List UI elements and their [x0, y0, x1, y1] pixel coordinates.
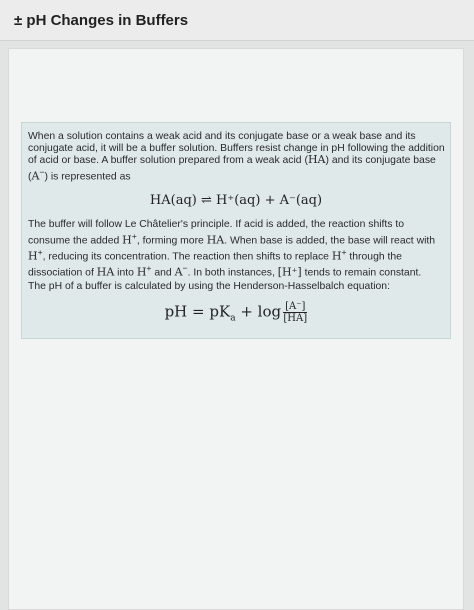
page-title: ± pH Changes in Buffers	[14, 12, 189, 29]
info-card	[21, 122, 451, 339]
equilibrium-equation: HA(aq) ⇌ H⁺(aq) + A⁻(aq)	[149, 193, 323, 208]
intro-paragraph: When a solution contains a weak acid and its conjugate base or a weak base and its conjugate acid, it will be a buffer solution. Buffers resist change in pH following the addition of acid or base. A buffer solution prepared from a weak acid (HA) and its conjugate base (A−) is represented as	[28, 131, 445, 183]
henderson-intro: The pH of a buffer is calculated by using the Henderson-Hasselbalch equation:	[28, 281, 390, 292]
le-chatelier-paragraph: The buffer will follow Le Châtelier's principle. If acid is added, the reaction shifts to consume the added H+, forming more HA. When base is added, the base will react with H+, reducing its concentration. The reaction then shifts to replace H+ through the dissociation of HA into H+ and A−. In both instances, [H⁺] tends to remain constant.	[28, 219, 436, 279]
log-fraction: $\frac{[A^-]}{[HA]}$	[283, 301, 308, 324]
page-header	[0, 0, 474, 41]
henderson-hasselbalch-equation: pH = $pK_a + \log$ $\frac{[A^-]}{[HA]}$	[164, 301, 308, 324]
